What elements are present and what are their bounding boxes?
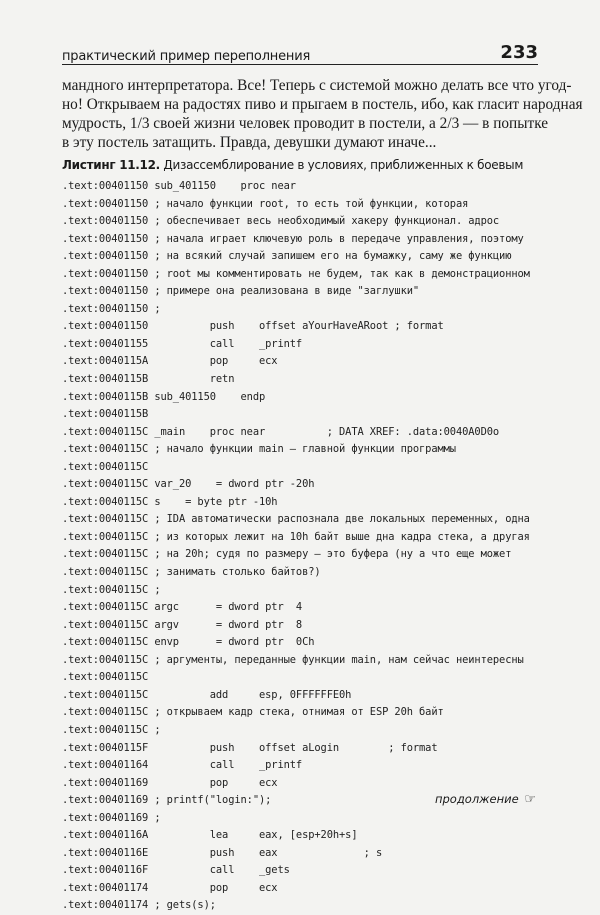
code-line: .text:0040115C [62,460,149,473]
code-line: .text:0040115B sub_401150 endp [62,390,266,403]
code-line: .text:0040115C ; [62,723,161,736]
code-line: .text:0040115C ; на 20h; судя по размеру – это буфера (ну а что еще может [62,548,512,561]
code-line: .text:00401150 ; обеспечивает весь необходимый хакеру функционал. адрос [62,215,500,228]
listing-label: Листинг 11.12. [62,158,160,172]
code-line: .text:0040115C ; [62,583,161,596]
page-number: 233 [500,42,538,63]
body-line: в эту постель затащить. Правда, девушки думают иначе... [62,134,437,151]
listing-caption: Дизассемблирование в условиях, приближенных к боевым [163,158,524,172]
code-line: .text:00401150 push offset aYourHaveARoot ; format [62,320,444,333]
code-line: .text:00401155 call _printf [62,337,303,350]
code-line: .text:0040115C ; аргументы, переданные функции main, нам сейчас неинтересны [62,653,524,666]
code-line: .text:0040115C add esp, 0FFFFFFE0h [62,688,352,701]
code-line: .text:0040115B [62,408,149,421]
code-line: .text:0040115F push offset aLogin ; format [62,741,438,754]
body-line: мудрость, 1/3 своей жизни человек проводит в постели, а 2/3 — в попытке [62,115,549,132]
code-line: .text:0040115C envp = dword ptr 0Ch [62,636,315,649]
code-line: .text:0040115C ; открываем кадр стека, отнимая от ESP 20h байт [62,706,444,719]
code-line: .text:0040115C ; IDA автоматически распознала две локальных переменных, одна [62,513,530,526]
code-line: .text:0040115C s = byte ptr -10h [62,495,278,508]
code-line: .text:00401150 ; начало функции root, то есть той функции, которая [62,197,469,210]
code-line: .text:0040115C _main proc near ; DATA XREF: .data:0040A0D0o [62,425,500,438]
code-line: .text:0040116A lea eax, [esp+20h+s] [62,829,358,842]
code-line: .text:0040115A pop ecx [62,355,278,368]
code-line: .text:0040115C argv = dword ptr 8 [62,618,303,631]
listing-title [62,158,540,172]
body-line: мандного интерпретатора. Все! Теперь с системой можно делать все что угод- [62,77,572,94]
body-paragraph [62,76,583,152]
code-line: .text:00401174 ; gets(s); [62,899,216,912]
code-line: .text:00401150 ; root мы комментировать не будем, так как в демонстрационном [62,267,530,280]
code-line: .text:00401164 call _printf [62,759,303,772]
code-line: .text:0040115C [62,671,149,684]
code-line: .text:0040115C argc = dword ptr 4 [62,601,303,614]
code-line: .text:0040115C ; из которых лежит на 10h байт выше дна кадра стека, а другая [62,530,530,543]
continuation-label: продолжение [434,792,519,806]
code-line: .text:00401150 sub_401150 proc near [62,180,296,192]
code-line: .text:0040115C var_20 = dword ptr -20h [62,478,315,491]
page-header [62,38,538,65]
code-line: .text:00401150 ; примере она реализована в виде "заглушки" [62,285,420,298]
code-line: .text:00401174 pop ecx [62,881,278,894]
code-line: .text:0040115C ; начало функции main – главной функции программы [62,443,456,456]
code-line: .text:00401150 ; [62,302,161,315]
hand-pointer-icon: ☞ [524,792,536,807]
body-line: но! Открываем на радостях пиво и прыгаем в постель, ибо, как гласит народная [62,96,583,113]
code-line: .text:00401169 pop ecx [62,776,278,789]
code-line: .text:00401169 ; printf("login:"); [62,794,272,807]
continuation-note [435,792,536,807]
code-line: .text:0040116F call _gets [62,864,290,877]
code-line: .text:00401150 ; на всякий случай запишем его на бумажку, саму же функцию [62,250,512,263]
code-line: .text:00401169 ; [62,811,161,824]
running-title: практический пример переполнения [62,49,311,64]
code-line: .text:00401150 ; начала играет ключевую роль в передаче управления, поэтому [62,232,524,245]
code-line: .text:0040116E push eax ; s [62,846,383,859]
code-line: .text:0040115C ; занимать столько байтов?) [62,566,321,579]
code-line: .text:0040115B retn [62,373,235,386]
